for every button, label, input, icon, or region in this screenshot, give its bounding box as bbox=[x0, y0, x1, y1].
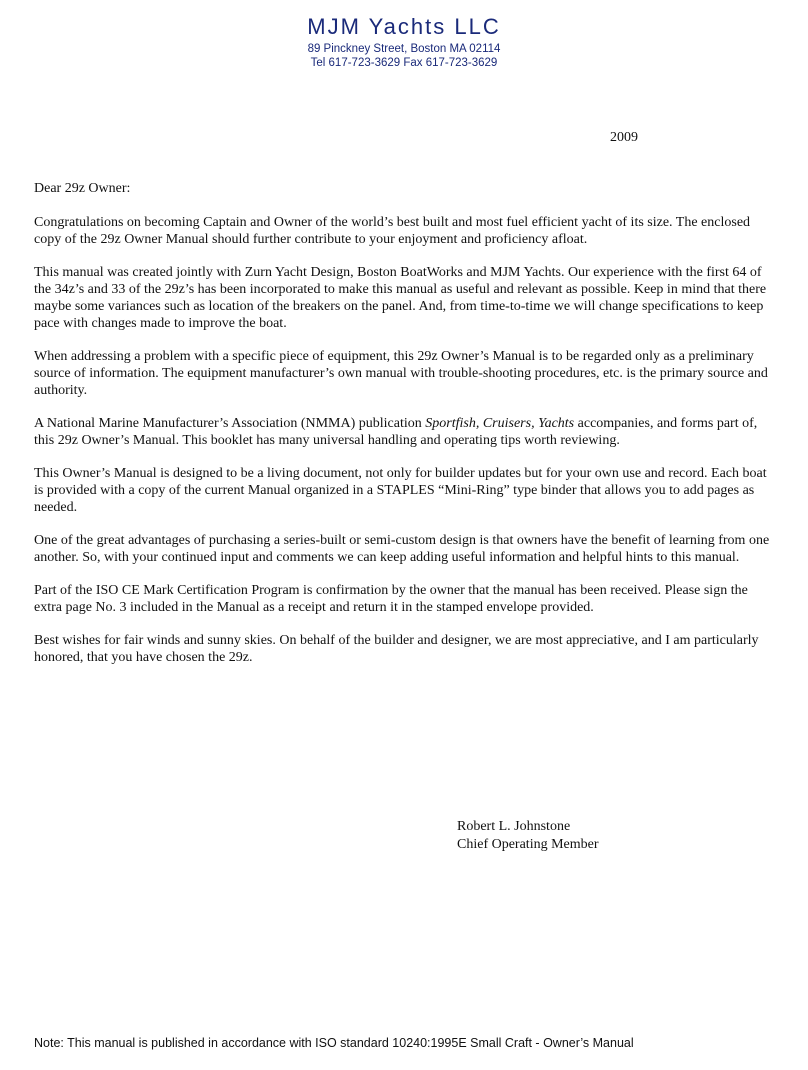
letter-body bbox=[34, 214, 774, 682]
paragraph-congratulations: Congratulations on becoming Captain and Owner of the world’s best built and most fuel efficient yacht of its size. The enclosed copy of the 29z Owner Manual should further contribute to your enjoyment and proficiency afloat. bbox=[34, 215, 751, 247]
paragraph-closing: Best wishes for fair winds and sunny skies. On behalf of the builder and designer, we are most appreciative, and I am particularly honored, that you have chosen the 29z. bbox=[34, 633, 759, 665]
company-address: 89 Pinckney Street, Boston MA 02114 bbox=[307, 43, 501, 55]
signature-block bbox=[457, 818, 599, 853]
nmma-text-after: accompanies, and forms part of, this 29z Owner’s Manual. This booklet has many universal handling and operating tips worth reviewing. bbox=[34, 416, 758, 448]
salutation: Dear 29z Owner: bbox=[34, 181, 131, 196]
company-name: MJM Yachts LLC bbox=[307, 14, 501, 39]
paragraph-iso-certification: Part of the ISO CE Mark Certification Program is confirmation by the owner that the manual has been received. Please sign the extra page No. 3 included in the Manual as a receipt and return it in the stamped envelope provided. bbox=[34, 583, 748, 615]
nmma-publication-title: Sportfish, Cruisers, Yachts bbox=[425, 416, 575, 431]
paragraph-nmma-publication bbox=[34, 415, 774, 449]
paragraph-equipment-problems: When addressing a problem with a specific piece of equipment, this 29z Owner’s Manual is to be regarded only as a preliminary source of information. The equipment manufacturer’s own manual with trouble-shooting procedures, etc. is the primary source and authority. bbox=[34, 349, 768, 398]
company-phone-fax: Tel 617-723-3629 Fax 617-723-3629 bbox=[310, 57, 498, 69]
signer-title: Chief Operating Member bbox=[457, 836, 599, 852]
nmma-text-before: A National Marine Manufacturer’s Association (NMMA) publication bbox=[34, 416, 426, 431]
paragraph-manual-origin: This manual was created jointly with Zurn Yacht Design, Boston BoatWorks and MJM Yachts. Our experience with the first 64 of the 34z’s and 33 of the 29z’s has been incorporated to make this manual as useful and relevant as possible. Keep in mind that there maybe some variances such as location of the breakers on the panel. And, from time-to-time we will change specifications to keep pace with changes made to improve the boat. bbox=[34, 265, 767, 331]
letter-date: 2009 bbox=[610, 130, 638, 145]
letterhead bbox=[0, 12, 808, 70]
paragraph-living-document: This Owner’s Manual is designed to be a living document, not only for builder updates but for your own use and record. Each boat is provided with a copy of the current Manual organized in a STAPLES “Mini-Ring” type binder that allows you to add pages as needed. bbox=[34, 466, 767, 515]
footer-note: Note: This manual is published in accordance with ISO standard 10240:1995E Small Craft - Owner’s Manual bbox=[34, 1036, 634, 1050]
signer-name: Robert L. Johnstone bbox=[457, 819, 571, 834]
paragraph-owner-community: One of the great advantages of purchasing a series-built or semi-custom design is that owners have the benefit of learning from one another. So, with your continued input and comments we can keep adding useful information and helpful hints to this manual. bbox=[34, 533, 770, 565]
